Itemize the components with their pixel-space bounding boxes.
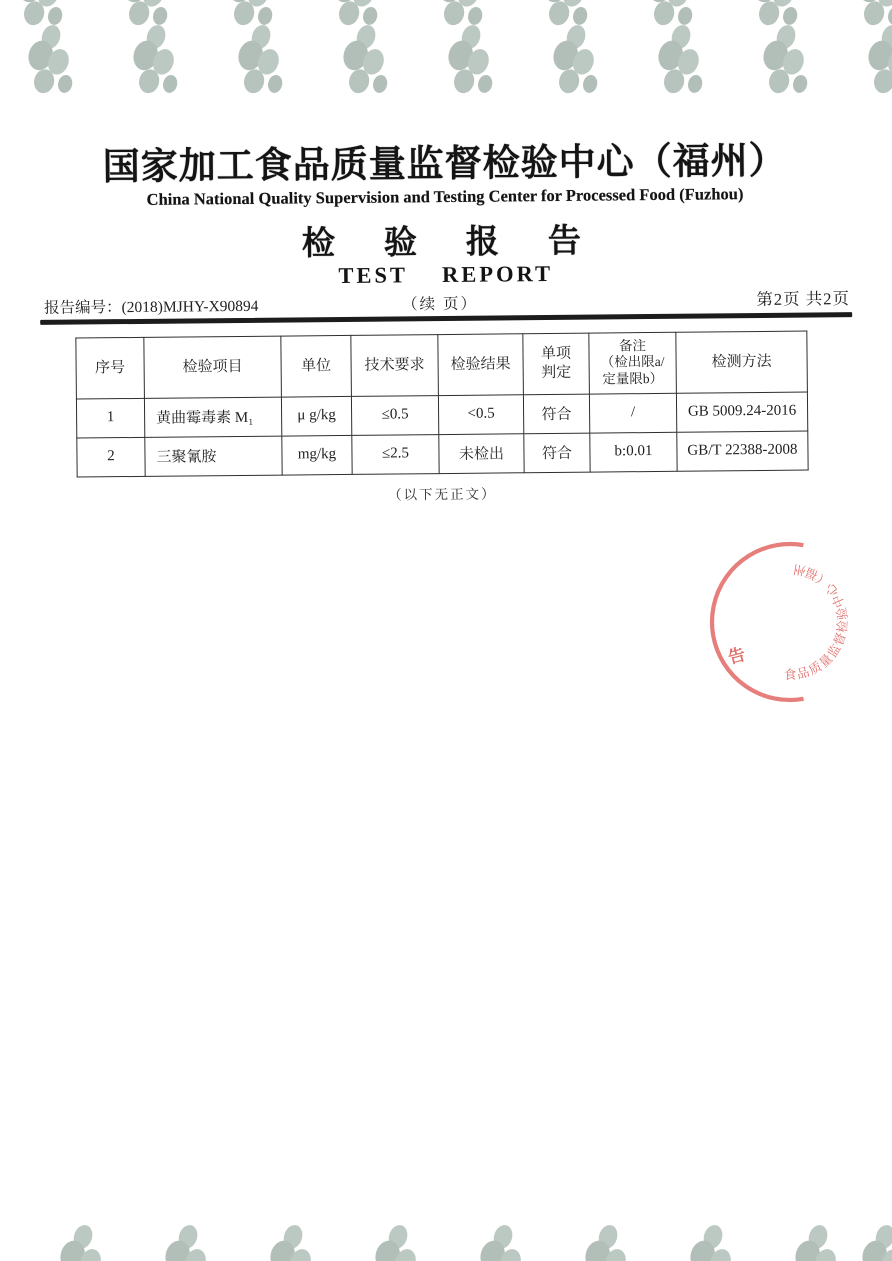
table-cell: b:0.01 (590, 432, 677, 472)
watermark-mark (259, 1219, 323, 1261)
report-number-label: 报告编号： (43, 299, 122, 318)
watermark-mark (469, 1219, 533, 1261)
watermark-mark (154, 1219, 218, 1261)
report-title-cn: 检 验 报 告 (301, 221, 590, 263)
document-content (0, 0, 892, 507)
report-header (0, 138, 892, 293)
center-name-en: China National Quality Supervision and Testing Center for Processed Food (Fuzhou) (146, 184, 744, 210)
watermark-mark (679, 1219, 743, 1261)
continuation-note: （续 页） (401, 296, 479, 314)
column-header: 备注 （检出限a/ 定量限b） (589, 332, 677, 394)
watermark-mark (784, 1219, 848, 1261)
table-cell: 三聚氰胺 (145, 436, 282, 476)
table-cell: 黄曲霉毒素 M₁ (144, 397, 281, 437)
watermark-mark (851, 1219, 892, 1261)
report-title-en: TEST REPORT (338, 261, 554, 289)
official-red-stamp (690, 520, 890, 710)
table-cell: 未检出 (439, 434, 524, 474)
table-cell: 1 (76, 398, 144, 438)
table-cell: mg/kg (282, 435, 352, 475)
table-cell: 2 (77, 437, 145, 477)
stamp-ring-text: 食品质量监督检验中心（福州 (783, 561, 851, 683)
table-header-row (76, 331, 808, 399)
report-number (44, 294, 259, 318)
column-header: 序号 (76, 337, 145, 399)
table-row (77, 431, 808, 477)
column-header: 检验项目 (144, 336, 282, 398)
table-cell: / (589, 393, 676, 433)
center-name-cn: 国家加工食品质量监督检验中心（福州） (102, 138, 787, 189)
results-table (75, 330, 808, 477)
stamp-partial-char: 告 (726, 644, 748, 669)
table-cell: μ g/kg (281, 396, 351, 436)
end-of-text-note: （以下无正文） (388, 486, 497, 503)
table-cell: GB 5009.24-2016 (676, 392, 807, 432)
column-header: 单位 (281, 335, 352, 397)
column-header: 检验结果 (438, 334, 524, 396)
stamp-arc (700, 532, 881, 710)
report-number-value: (2018)MJHY-X90894 (121, 298, 259, 317)
table-cell: ≤0.5 (351, 395, 438, 435)
table-cell: ≤2.5 (352, 434, 439, 474)
column-header: 技术要求 (351, 334, 439, 396)
page-indicator: 第2页 共2页 (756, 289, 851, 310)
table-cell: <0.5 (438, 395, 523, 435)
table-cell: GB/T 22388-2008 (677, 431, 808, 471)
column-header: 检测方法 (676, 331, 808, 393)
table-cell: 符合 (524, 433, 590, 473)
column-header: 单项 判定 (523, 333, 590, 395)
watermark-mark (364, 1219, 428, 1261)
table-cell: 符合 (523, 394, 589, 434)
watermark-mark (49, 1219, 113, 1261)
watermark-mark (574, 1219, 638, 1261)
